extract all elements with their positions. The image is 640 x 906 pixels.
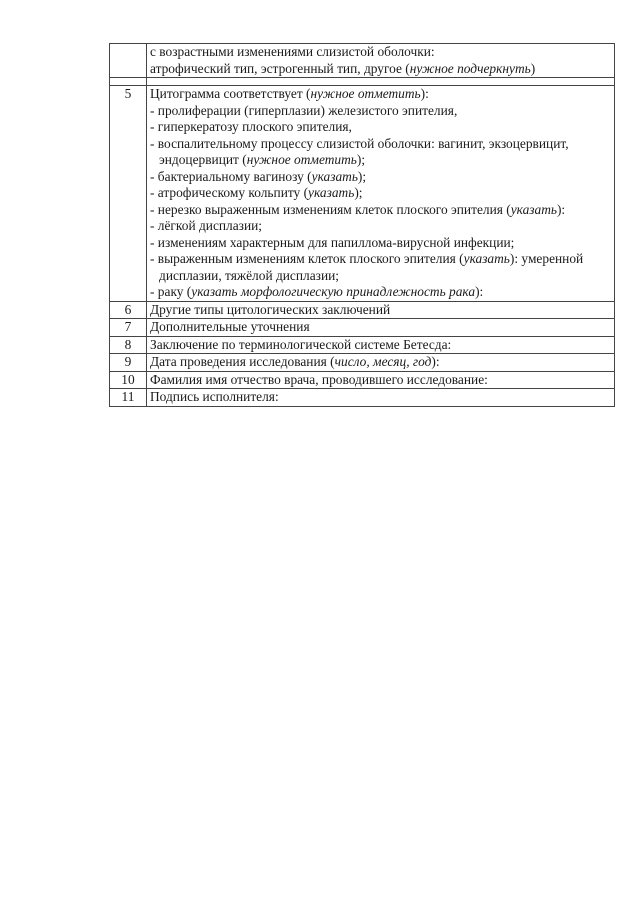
row-number: 6 (110, 301, 147, 319)
table-row-6 (110, 301, 615, 319)
row-number: 5 (110, 86, 147, 302)
row-text: Фамилия имя отчество врача, проводившего исследование: (147, 371, 615, 389)
table-row-8 (110, 336, 615, 354)
list-item: - изменениям характерным для папиллома-вирусной инфекции; (150, 234, 515, 250)
list-item: - бактериальному вагинозу (указать); (150, 168, 367, 184)
list-item: - пролиферации (гиперплазии) железистого эпителия, (150, 102, 458, 118)
row-text: Дата проведения исследования (число, месяц, год): (147, 354, 615, 372)
list-item: - нерезко выраженным изменениям клеток плоского эпителия (указать): (150, 201, 566, 217)
table-row-5 (110, 86, 615, 302)
list-item-continuation: дисплазии, тяжёлой дисплазии; (159, 267, 340, 283)
cytology-form-table (109, 43, 615, 407)
table-row-10 (110, 371, 615, 389)
cytogram-heading: Цитограмма соответствует (нужное отметить): (150, 86, 429, 101)
row-number: 9 (110, 354, 147, 372)
list-item: - выраженным изменениям клеток плоского эпителия (указать): умеренной (150, 251, 584, 266)
text-line: с возрастными изменениями слизистой оболочки: (150, 44, 435, 59)
list-item: - раку (указать морфологическую принадлежность рака): (150, 284, 484, 299)
table-row-11 (110, 389, 615, 407)
row-number: 11 (110, 389, 147, 407)
list-item-continuation: эндоцервицит (нужное отметить); (159, 152, 366, 167)
row-number: 10 (110, 371, 147, 389)
table-row-9 (110, 354, 615, 372)
text-line: атрофический тип, эстрогенный тип, другое (нужное подчеркнуть) (150, 60, 536, 76)
row-text (147, 86, 615, 302)
row-text (147, 44, 615, 78)
list-item: - лёгкой дисплазии; (150, 218, 263, 233)
row-text: Заключение по терминологической системе Бетесда: (147, 336, 615, 354)
row-text: Дополнительные уточнения (147, 319, 615, 337)
row-text: Другие типы цитологических заключений (147, 301, 615, 319)
list-item: - воспалительному процессу слизистой оболочки: вагинит, экзоцервицит, (150, 135, 569, 151)
row-number: 7 (110, 319, 147, 337)
list-item: - гиперкератозу плоского эпителия, (150, 119, 352, 134)
table-row-continuation (110, 44, 615, 78)
row-number: 8 (110, 336, 147, 354)
row-number (110, 44, 147, 78)
table-row-spacer (110, 78, 615, 86)
table-row-7 (110, 319, 615, 337)
list-item: - атрофическому кольпиту (указать); (150, 185, 363, 200)
row-text: Подпись исполнителя: (147, 389, 615, 407)
